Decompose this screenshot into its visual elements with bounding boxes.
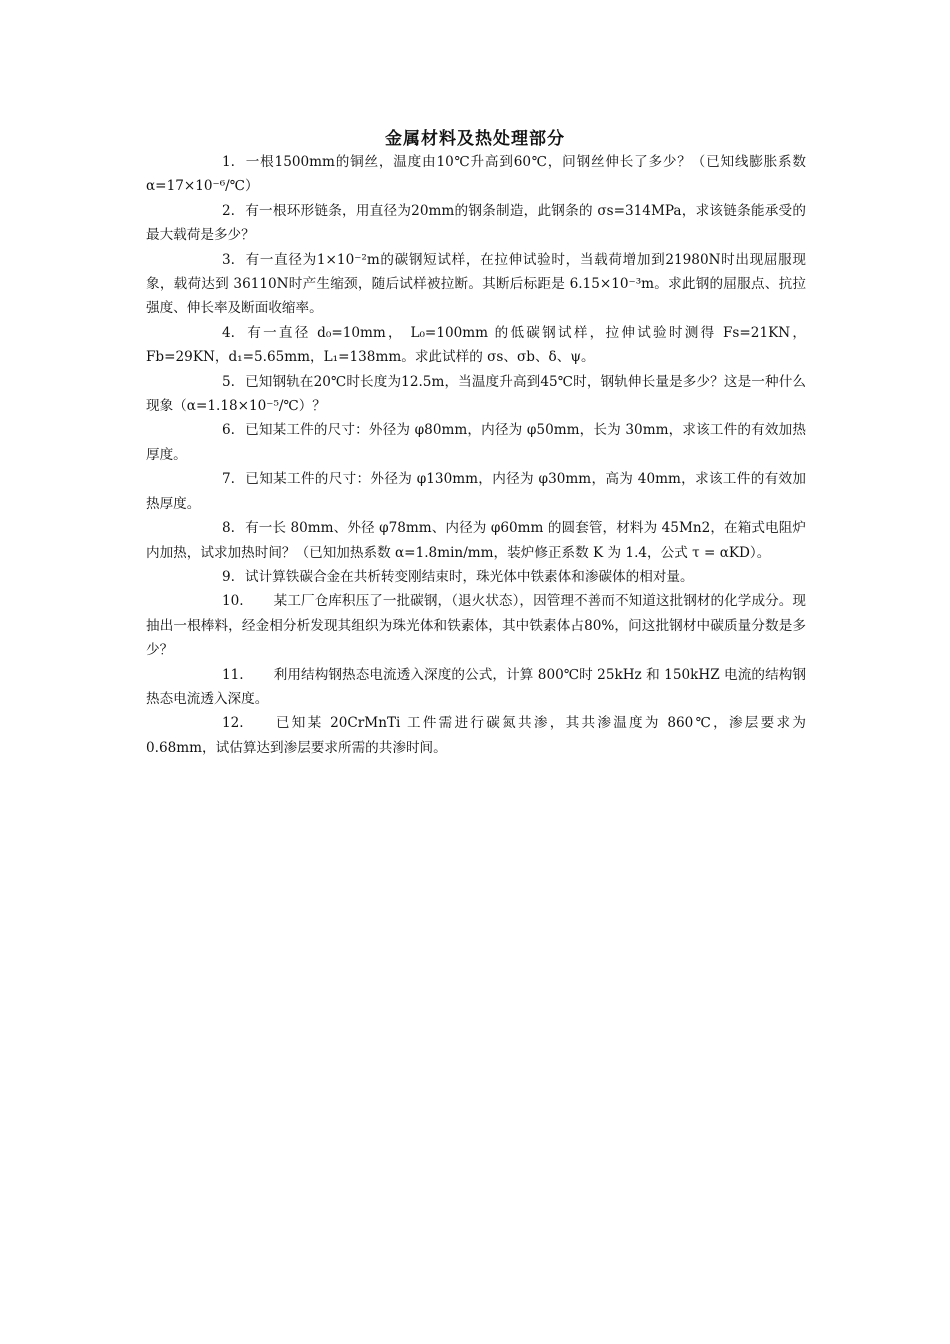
problem-list: [146, 150, 806, 760]
problem-number: 10.: [222, 593, 244, 610]
problem-text: 有一根环形链条，用直径为20mm的钢条制造，此钢条的 σs=314MPa，求该链条能承受的最大载荷是多少？: [146, 202, 806, 244]
problem-1: [146, 150, 806, 199]
problem-text: 试计算铁碳合金在共析转变刚结束时，珠光体中铁素体和渗碳体的相对量。: [244, 568, 694, 585]
problem-number: 2.: [222, 202, 235, 219]
problem-text: 已知钢轨在20℃时长度为12.5m，当温度升高到45℃时，钢轨伸长量是多少？这是一种什么现象（α=1.18×10⁻⁵/℃）？: [146, 373, 806, 415]
problem-number: 7.: [222, 471, 235, 488]
problem-text: 已知某工件的尺寸：外径为 φ130mm，内径为 φ30mm，高为 40mm，求该工件的有效加热厚度。: [146, 471, 806, 512]
problem-3: [146, 248, 806, 321]
problem-number: 5.: [222, 373, 235, 390]
problem-number: 12.: [222, 715, 244, 732]
problem-12: [146, 711, 806, 760]
problem-7: [146, 467, 806, 516]
problem-text: 已知某 20CrMnTi 工件需进行碳氮共渗，其共渗温度为 860℃，渗层要求为 0.68mm，试估算达到渗层要求所需的共渗时间。: [146, 715, 806, 756]
problem-4: [146, 321, 806, 370]
problem-number: 4.: [222, 324, 235, 341]
problem-text: 已知某工件的尺寸：外径为 φ80mm，内径为 φ50mm，长为 30mm，求该工件的有效加热厚度。: [146, 422, 806, 463]
problem-text: 有一长 80mm、外径 φ78mm、内径为 φ60mm 的圆套管，材料为 45Mn2，在箱式电阻炉内加热，试求加热时间？（已知加热系数 α=1.8min/mm，装炉修正系数 K 为 1.4，公式 τ = αKD）。: [146, 520, 806, 561]
problem-2: [146, 199, 806, 248]
problem-number: 9.: [222, 568, 235, 585]
problem-5: [146, 370, 806, 419]
problem-text: 一根1500mm的铜丝，温度由10℃升高到60℃，问钢丝伸长了多少？（已知线膨胀系数 α=17×10⁻⁶/℃）: [146, 154, 806, 195]
problem-number: 8.: [222, 520, 235, 537]
problem-text: 利用结构钢热态电流透入深度的公式，计算 800℃时 25kHz 和 150kHZ 电流的结构钢热态电流透入深度。: [146, 666, 806, 707]
problem-9: [146, 565, 806, 589]
problem-text: 有一直径 d₀=10mm， L₀=100mm 的低碳钢试样，拉伸试验时测得 Fs=21KN，Fb=29KN，d₁=5.65mm，L₁=138mm。求此试样的 σs、σb、δ、ψ。: [146, 324, 806, 366]
problem-10: [146, 589, 806, 662]
problem-11: [146, 663, 806, 712]
problem-8: [146, 516, 806, 565]
problem-number: 11.: [222, 666, 244, 683]
problem-number: 6.: [222, 422, 235, 439]
problem-number: 3.: [222, 251, 235, 268]
problem-text: 某工厂仓库积压了一批碳钢，（退火状态），因管理不善而不知道这批钢材的化学成分。现抽出一根棒料，经金相分析发现其组织为珠光体和铁素体，其中铁素体占80%，问这批钢材中碳质量分数是多少？: [146, 593, 806, 659]
problem-number: 1.: [222, 154, 235, 170]
problem-6: [146, 418, 806, 467]
document-title: 金属材料及热处理部分: [385, 129, 565, 149]
problem-text: 有一直径为1×10⁻²m的碳钢短试样，在拉伸试验时，当载荷增加到21980N时出现屈服现象，载荷达到 36110N时产生缩颈，随后试样被拉断。其断后标距是 6.15×10⁻³m。求此钢的屈服点、抗拉强度、伸长率及断面收缩率。: [146, 251, 806, 317]
